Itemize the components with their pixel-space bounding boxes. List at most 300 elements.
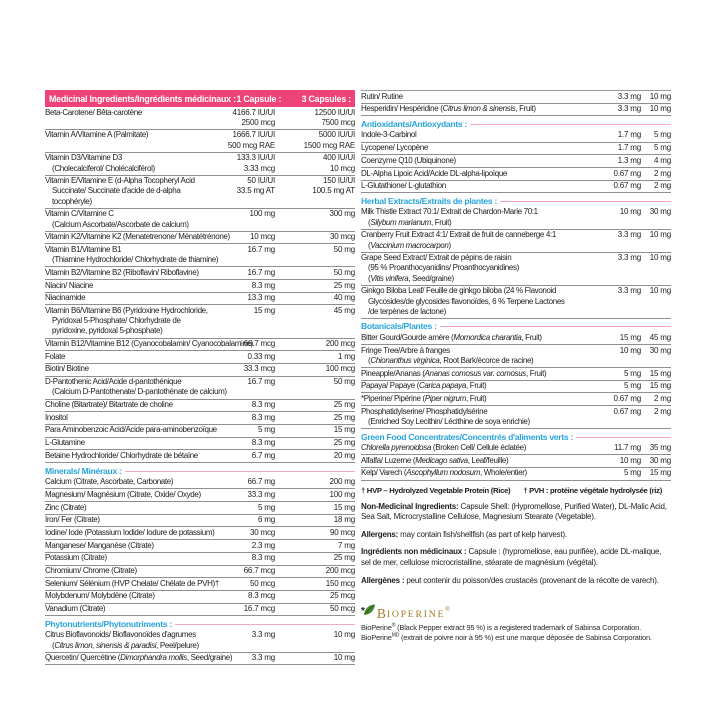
amount-1-capsule bbox=[223, 377, 275, 397]
header-col-3-capsules: 3 Capsules : bbox=[301, 93, 351, 104]
amount-3-capsules bbox=[275, 268, 355, 278]
amount-1-capsule bbox=[223, 579, 275, 589]
ingredient-label-line: Zinc (Citrate) bbox=[45, 502, 87, 512]
amount-1-capsule bbox=[595, 468, 641, 478]
ingredient-label bbox=[45, 377, 227, 397]
ingredient-row bbox=[45, 293, 355, 306]
ingredient-label-line: Vitamin B6/Vitamine B6 (Pyridoxine Hydrochloride, bbox=[45, 305, 208, 315]
amount-line: 1666.7 IU/UI bbox=[232, 130, 275, 140]
amount-line: 0.33 mg bbox=[247, 351, 275, 361]
ingredient-label bbox=[45, 553, 223, 563]
amount-3-capsules bbox=[641, 156, 671, 166]
amount-line: 500 mcg RAE bbox=[227, 140, 275, 150]
amount-1-capsule bbox=[223, 364, 275, 374]
amount-line: 12500 IU/UI bbox=[314, 107, 355, 117]
amount-3-capsules bbox=[275, 281, 355, 291]
amount-line: 10 mg bbox=[619, 455, 641, 465]
section-header bbox=[361, 319, 671, 333]
ingredient-label-line: Vitamin K2/Vitamine K2 (Menatetrenone/ Ménatétrénone) bbox=[45, 232, 230, 242]
ingredient-row bbox=[45, 153, 355, 176]
amount-line: 10 mg bbox=[649, 91, 671, 101]
amount-line: 133.3 IU/UI bbox=[236, 153, 275, 163]
amount-line: 16.7 mg bbox=[247, 377, 275, 387]
ingredient-row bbox=[361, 143, 671, 156]
amount-3-capsules bbox=[641, 333, 671, 343]
ingredient-label-line: (Enriched Soy Lecithin/ Lécithine de soya enrichie) bbox=[368, 416, 530, 426]
ingredient-label-line: Glycosides/de glycosides flavonoïdes, 6 % Terpene Lactones bbox=[368, 296, 565, 306]
ingredient-label bbox=[45, 108, 223, 128]
ingredient-rows-left bbox=[45, 107, 355, 665]
amount-line: 15 mg bbox=[649, 468, 671, 478]
amount-line: 50 mcg bbox=[329, 604, 355, 614]
ingredient-row bbox=[45, 280, 355, 293]
ingredient-row bbox=[45, 553, 355, 566]
amount-1-capsule bbox=[223, 553, 275, 563]
ingredient-label bbox=[361, 346, 595, 366]
amount-1-capsule bbox=[595, 92, 641, 102]
amount-line: 50 mg bbox=[333, 377, 355, 387]
amount-line: 50 mg bbox=[333, 267, 355, 277]
amount-line: 3.3 mg bbox=[251, 653, 275, 663]
amount-3-capsules bbox=[275, 451, 355, 461]
ingredient-label-line: (Calcium D-Pantothenate/ D-pantothénate de calcium) bbox=[52, 387, 227, 397]
amount-line: 1.7 mg bbox=[617, 143, 641, 153]
amount-3-capsules bbox=[275, 490, 355, 500]
ingredient-label bbox=[45, 425, 223, 435]
header-title: Medicinal Ingredients/Ingrédients médicinaux : bbox=[49, 93, 236, 104]
amount-line: 15 mg bbox=[619, 332, 641, 342]
amount-line: 150 IU/UI bbox=[323, 176, 355, 186]
amount-1-capsule bbox=[223, 400, 275, 410]
amount-1-capsule bbox=[595, 286, 641, 317]
amount-line: 33.3 mcg bbox=[243, 364, 275, 374]
amount-line: 50 IU/UI bbox=[247, 176, 275, 186]
ingredient-row bbox=[45, 244, 355, 267]
bioperine-logo bbox=[361, 603, 671, 620]
ingredient-label-line: Ginkgo Biloba Leaf/ Feuille de ginkgo biloba (24 % Flavonoid bbox=[361, 286, 557, 296]
amount-1-capsule bbox=[223, 630, 275, 650]
header-col-1-capsule: 1 Capsule : bbox=[236, 93, 282, 104]
section-title: Green Food Concentrates/Concentrés d'aliments verts : bbox=[361, 431, 574, 442]
amount-1-capsule bbox=[223, 566, 275, 576]
medicinal-ingredients-right-column bbox=[361, 90, 671, 642]
section-underline bbox=[125, 471, 355, 472]
paragraph-lead: Allergens: bbox=[361, 529, 399, 539]
info-paragraph: Non-Medicinal Ingredients: Capsule Shell: (Hypromellose, Purified Water), DL-Malic Acid, Sea Salt, Microcrystalline Cellulose, Magnesium Stearate (Vegetable). bbox=[361, 501, 667, 522]
amount-line: 1500 mcg RAE bbox=[303, 140, 355, 150]
amount-line: 5000 IU/UI bbox=[318, 130, 355, 140]
amount-line: 10 mg bbox=[649, 230, 671, 240]
ingredient-label-line: Selenium/ Sélénium (HVP Chelate/ Chélate de PVH)† bbox=[45, 578, 219, 588]
ingredient-label bbox=[45, 579, 223, 589]
amount-line: 20 mg bbox=[333, 450, 355, 460]
ingredient-label-line: Chlorella pyrenoidosa (Broken Cell/ Cellule éclatée) bbox=[361, 443, 527, 453]
amount-3-capsules bbox=[275, 653, 355, 663]
ingredient-row bbox=[45, 176, 355, 209]
amount-line: 30 mg bbox=[649, 207, 671, 217]
medicinal-ingredients-header-bar bbox=[45, 90, 355, 107]
ingredient-label-line: Grape Seed Extract/ Extrait de pépins de raisin bbox=[361, 253, 512, 263]
ingredient-label-line: /de terpènes de lactone) bbox=[368, 306, 446, 316]
amount-3-capsules bbox=[641, 130, 671, 140]
section-header bbox=[45, 616, 355, 630]
amount-3-capsules bbox=[275, 400, 355, 410]
ingredient-label bbox=[45, 232, 230, 242]
ingredient-label bbox=[361, 443, 595, 453]
amount-line: 16.7 mg bbox=[247, 267, 275, 277]
ingredient-label-line: DL-Alpha Lipoic Acid/Acide DL-alpha-lipoïque bbox=[361, 168, 508, 178]
amount-line: 11.7 mg bbox=[614, 443, 641, 453]
amount-line: 8.3 mcg bbox=[247, 591, 275, 601]
ingredient-row bbox=[45, 209, 355, 232]
amount-3-capsules bbox=[641, 443, 671, 453]
amount-line: 8.3 mg bbox=[251, 438, 275, 448]
amount-3-capsules bbox=[641, 169, 671, 179]
amount-line: 8.3 mg bbox=[251, 553, 275, 563]
registered-trademark-symbol: ® bbox=[445, 607, 450, 614]
amount-1-capsule bbox=[595, 104, 641, 114]
ingredient-label-line: Vitamin D3/Vitamine D3 bbox=[45, 153, 122, 163]
ingredient-row bbox=[45, 130, 355, 153]
amount-3-capsules bbox=[275, 579, 355, 589]
ingredient-label bbox=[361, 181, 595, 191]
amount-3-capsules bbox=[275, 438, 355, 448]
paragraph-lead: Ingrédients non médicinaux : bbox=[361, 547, 467, 557]
ingredient-label-line: Milk Thistle Extract 70:1/ Extrait de Chardon-Marie 70:1 bbox=[361, 207, 538, 217]
ingredient-label-line: Para Aminobenzoic Acid/Acide para-aminobenzoïque bbox=[45, 425, 217, 435]
amount-line: 10 mg bbox=[619, 345, 641, 355]
ingredient-row bbox=[45, 377, 355, 400]
bioperine-trademark-line: BioPerine® (Black Pepper extract 95 %) is a registered trademark of Sabinsa Corporation. bbox=[361, 622, 641, 633]
ingredient-label-line: Pineapple/Ananas (Ananas comosus var. comosus, Fruit) bbox=[361, 368, 547, 378]
amount-3-capsules bbox=[275, 566, 355, 576]
amount-3-capsules bbox=[641, 381, 671, 391]
ingredient-row bbox=[45, 339, 355, 352]
amount-1-capsule bbox=[223, 130, 275, 150]
amount-1-capsule bbox=[595, 156, 641, 166]
ingredient-row bbox=[361, 230, 671, 253]
amount-1-capsule bbox=[595, 143, 641, 153]
amount-line: 2 mg bbox=[654, 393, 671, 403]
ingredient-label bbox=[45, 591, 223, 601]
ingredient-label-line: Inositol bbox=[45, 412, 68, 422]
amount-line: 66.7 mcg bbox=[243, 339, 275, 349]
ingredient-row bbox=[45, 566, 355, 579]
ingredient-row bbox=[45, 364, 355, 377]
ingredient-label bbox=[45, 364, 223, 374]
amount-1-capsule bbox=[223, 438, 275, 448]
amount-3-capsules bbox=[275, 591, 355, 601]
section-title: Herbal Extracts/Extraits de plantes : bbox=[361, 195, 498, 206]
amount-line: 5 mg bbox=[258, 425, 275, 435]
amount-line: 50 mg bbox=[333, 244, 355, 254]
amount-line: 200 mcg bbox=[325, 339, 355, 349]
ingredient-row bbox=[45, 540, 355, 553]
amount-line: 1.7 mg bbox=[617, 130, 641, 140]
amount-line: 100 mg bbox=[249, 209, 275, 219]
amount-3-capsules bbox=[641, 92, 671, 102]
ingredient-label-line: Phosphatidylserine/ Phosphatidylsérine bbox=[361, 406, 488, 416]
amount-line: 200 mg bbox=[329, 477, 355, 487]
amount-line: 3.3 mg bbox=[251, 630, 275, 640]
amount-line: 5 mg bbox=[624, 468, 641, 478]
ingredient-row bbox=[361, 345, 671, 368]
section-header bbox=[361, 116, 671, 130]
amount-3-capsules bbox=[275, 352, 355, 362]
amount-line: 3.3 mg bbox=[617, 104, 641, 114]
amount-line: 3.3 mg bbox=[617, 253, 641, 263]
ingredient-row bbox=[361, 104, 671, 117]
medicinal-ingredients-left-column bbox=[45, 90, 355, 665]
amount-line: 8.3 mg bbox=[251, 400, 275, 410]
ingredient-label-line: pyridoxine, pyridoxal 5-phosphate) bbox=[52, 326, 163, 336]
ingredient-label-line: Quercetin/ Quercétine (Dimorphandra mollis, Seed/graine) bbox=[45, 653, 233, 663]
amount-1-capsule bbox=[223, 176, 275, 207]
ingredient-label-line: Vitamin E/Vitamine E (d-Alpha Tocopheryl Acid bbox=[45, 176, 195, 186]
amount-line: 1.3 mg bbox=[617, 155, 641, 165]
amount-1-capsule bbox=[223, 528, 275, 538]
amount-line: 90 mcg bbox=[329, 527, 355, 537]
ingredient-label-line: Choline (Bitartrate)/ Bitartrate de choline bbox=[45, 400, 173, 410]
amount-1-capsule bbox=[223, 293, 275, 303]
ingredient-label-line: Coenzyme Q10 (Ubiquinone) bbox=[361, 155, 456, 165]
ingredient-label-line: L-Glutamine bbox=[45, 438, 85, 448]
section-underline bbox=[470, 124, 671, 125]
ingredient-label bbox=[361, 143, 595, 153]
ingredient-label-line: (Citrus limon, sinensis & paradisi, Peel/pelure) bbox=[52, 640, 199, 650]
amount-line: 10 mcg bbox=[249, 232, 275, 242]
amount-3-capsules bbox=[275, 176, 355, 207]
amount-3-capsules bbox=[275, 153, 355, 173]
ingredient-label bbox=[361, 230, 595, 250]
section-title: Antioxidants/Antioxydants : bbox=[361, 118, 468, 129]
ingredient-label bbox=[45, 293, 223, 303]
amount-1-capsule bbox=[595, 394, 641, 404]
ingredient-row bbox=[45, 653, 355, 666]
ingredient-row bbox=[45, 578, 355, 591]
section-header bbox=[361, 429, 671, 443]
amount-line: 10 mg bbox=[333, 630, 355, 640]
amount-line: 16.7 mg bbox=[247, 244, 275, 254]
amount-1-capsule bbox=[595, 407, 641, 427]
amount-line: 400 IU/UI bbox=[323, 153, 355, 163]
ingredient-row bbox=[45, 477, 355, 490]
ingredient-label-line: Vitamin B2/Vitamine B2 (Riboflavin/ Riboflavine) bbox=[45, 267, 199, 277]
ingredient-label-line: Biotin/ Biotine bbox=[45, 364, 89, 374]
amount-line: 30 mg bbox=[649, 345, 671, 355]
amount-1-capsule bbox=[595, 333, 641, 343]
amount-3-capsules bbox=[275, 630, 355, 650]
amount-line: 66.7 mcg bbox=[243, 566, 275, 576]
amount-1-capsule bbox=[223, 477, 275, 487]
ingredient-row bbox=[45, 305, 355, 338]
amount-line: 2500 mcg bbox=[241, 117, 275, 127]
amount-line: 0.67 mg bbox=[613, 393, 641, 403]
ingredient-label bbox=[361, 156, 595, 166]
amount-line: 33.3 mg bbox=[247, 489, 275, 499]
ingredient-label bbox=[361, 456, 595, 466]
amount-line: 18 mg bbox=[333, 515, 355, 525]
ingredient-row bbox=[361, 381, 671, 394]
amount-line: 25 mcg bbox=[329, 591, 355, 601]
amount-3-capsules bbox=[275, 413, 355, 423]
amount-line: 40 mg bbox=[333, 293, 355, 303]
info-paragraph: Allergens: may contain fish/shellfish (as part of kelp harvest). bbox=[361, 529, 567, 539]
ingredient-label bbox=[45, 528, 223, 538]
info-paragraph: Allergènes : peut contenir du poisson/des crustacés (provenant de la récolte de varech). bbox=[361, 575, 659, 585]
amount-3-capsules bbox=[275, 425, 355, 435]
amount-line: 25 mg bbox=[333, 280, 355, 290]
ingredient-label-line: (Thiamine Hydrochloride/ Chlorhydrate de thiamine) bbox=[52, 255, 219, 265]
amount-line: 2 mg bbox=[654, 406, 671, 416]
amount-line: 3.33 mcg bbox=[243, 163, 275, 173]
amount-3-capsules bbox=[641, 394, 671, 404]
ingredient-label-line: (Cholecalciferol/ Cholécalciférol) bbox=[52, 163, 155, 173]
ingredient-row bbox=[45, 425, 355, 438]
ingredient-label-line: (Vitis vinifera, Seed/graine) bbox=[368, 273, 454, 283]
ingredient-label bbox=[45, 503, 223, 513]
amount-1-capsule bbox=[223, 503, 275, 513]
amount-1-capsule bbox=[223, 245, 275, 265]
amount-1-capsule bbox=[223, 268, 275, 278]
amount-line: 10 mg bbox=[649, 286, 671, 296]
ingredient-label bbox=[45, 438, 223, 448]
ingredient-label bbox=[45, 339, 253, 349]
ingredient-label-line: Alfalfa/ Luzerne (Medicago sativa, Leaf/feuille) bbox=[361, 455, 509, 465]
amount-1-capsule bbox=[223, 413, 275, 423]
info-paragraph: Ingrédients non médicinaux : Capsule : (hypromellose, eau purifiée), acide DL-malique, sel de mer, cellulose microcristalline, stéarate de magnésium (végétal). bbox=[361, 547, 662, 568]
bioperine-trademark-lines bbox=[361, 623, 671, 642]
amount-3-capsules bbox=[275, 553, 355, 563]
ingredient-label-line: Betaine Hydrochloride/ Chlorhydrate de bétaïne bbox=[45, 450, 198, 460]
amount-line: 15 mg bbox=[649, 368, 671, 378]
amount-line: 15 mg bbox=[253, 305, 275, 315]
amount-1-capsule bbox=[223, 591, 275, 601]
ingredient-label bbox=[45, 515, 223, 525]
ingredient-label bbox=[45, 306, 223, 337]
ingredient-row bbox=[361, 155, 671, 168]
ingredient-row bbox=[361, 91, 671, 104]
amount-line: 33.5 mg AT bbox=[236, 186, 275, 196]
ingredient-label-line: Bitter Gourd/Gourde amère (Momordica charantia, Fruit) bbox=[361, 332, 542, 342]
amount-1-capsule bbox=[223, 515, 275, 525]
amount-line: 200 mcg bbox=[325, 566, 355, 576]
ingredient-row bbox=[45, 502, 355, 515]
amount-3-capsules bbox=[275, 209, 355, 229]
ingredient-row bbox=[45, 604, 355, 617]
amount-3-capsules bbox=[275, 108, 355, 128]
amount-3-capsules bbox=[275, 541, 355, 551]
ingredient-row bbox=[361, 286, 671, 319]
ingredient-label bbox=[361, 130, 595, 140]
amount-line: 16.7 mcg bbox=[243, 604, 275, 614]
amount-1-capsule bbox=[595, 207, 641, 227]
ingredient-label-line: Pyridoxal 5-Phosphate/ Chlorhydrate de bbox=[52, 316, 181, 326]
ingredient-label bbox=[361, 253, 595, 284]
asterisk-mark: * bbox=[361, 606, 365, 618]
ingredient-label-line: tocophéryle) bbox=[52, 196, 92, 206]
ingredient-label-line: Succinate/ Succinate d'acide de d-alpha bbox=[52, 186, 181, 196]
ingredient-label-line: Rutin/ Rutine bbox=[361, 91, 403, 101]
amount-line: 100 mg bbox=[329, 489, 355, 499]
amount-3-capsules bbox=[275, 339, 355, 349]
amount-line: 3.3 mg bbox=[617, 230, 641, 240]
amount-line: 10 mcg bbox=[329, 163, 355, 173]
hvp-footnote-fr: † PVH : protéine végétale hydrolysée (riz) bbox=[523, 485, 662, 495]
amount-1-capsule bbox=[223, 425, 275, 435]
non-medicinal-paragraphs bbox=[361, 502, 671, 587]
amount-line: 300 mg bbox=[329, 209, 355, 219]
ingredient-label bbox=[361, 407, 595, 427]
ingredient-label bbox=[361, 104, 595, 114]
ingredient-label bbox=[361, 369, 595, 379]
ingredient-label-line: Manganese/ Manganèse (Citrate) bbox=[45, 540, 154, 550]
amount-3-capsules bbox=[275, 604, 355, 614]
amount-3-capsules bbox=[641, 181, 671, 191]
bioperine-wordmark: IOPERINE bbox=[386, 608, 446, 620]
ingredient-label-line: Kelp/ Varech (Ascophyllum nodosum, Whole/entier) bbox=[361, 468, 527, 478]
ingredient-label bbox=[45, 176, 223, 207]
ingredient-row bbox=[361, 253, 671, 286]
ingredient-label-line: *Piperine/ Pipérine (Piper nigrum, Fruit) bbox=[361, 393, 487, 403]
ingredient-label bbox=[45, 541, 223, 551]
amount-1-capsule bbox=[595, 253, 641, 284]
ingredient-label-line: (Calcium Ascorbate/Ascorbate de calcium) bbox=[52, 219, 189, 229]
ingredient-label bbox=[361, 333, 595, 343]
ingredient-label bbox=[361, 207, 595, 227]
amount-3-capsules bbox=[275, 528, 355, 538]
ingredient-label bbox=[361, 394, 595, 404]
amount-line: 6.7 mg bbox=[251, 450, 275, 460]
bioperine-wordmark-initial: B bbox=[376, 605, 387, 621]
amount-1-capsule bbox=[595, 169, 641, 179]
ingredient-label bbox=[361, 286, 595, 317]
ingredient-label bbox=[45, 209, 223, 229]
amount-line: 30 mcg bbox=[249, 527, 275, 537]
amount-1-capsule bbox=[223, 153, 275, 173]
amount-3-capsules bbox=[641, 143, 671, 153]
amount-line: 3.3 mg bbox=[617, 91, 641, 101]
ingredient-row bbox=[361, 181, 671, 194]
ingredient-label bbox=[45, 630, 223, 650]
ingredient-row bbox=[45, 107, 355, 130]
amount-line: 7 mg bbox=[338, 540, 355, 550]
amount-3-capsules bbox=[275, 364, 355, 374]
ingredient-label-line: Vitamin A/Vitamine A (Palmitate) bbox=[45, 130, 149, 140]
amount-line: 30 mcg bbox=[329, 232, 355, 242]
ingredient-label-line: Iron/ Fer (Citrate) bbox=[45, 515, 100, 525]
ingredient-label bbox=[45, 245, 223, 265]
ingredient-label-line: (95 % Proanthocyanidins/ Proanthocyanidines) bbox=[368, 263, 519, 273]
amount-line: 10 mg bbox=[649, 253, 671, 263]
amount-line: 15 mg bbox=[333, 425, 355, 435]
ingredient-label bbox=[45, 153, 223, 173]
ingredient-label bbox=[45, 604, 223, 614]
ingredient-label bbox=[45, 653, 233, 663]
amount-line: 1 mg bbox=[338, 351, 355, 361]
ingredient-label-line: L-Glutathione/ L-glutathion bbox=[361, 181, 446, 191]
ingredient-label-line: Iodine/ Iode (Potassium Iodide/ Iodure de potassium) bbox=[45, 527, 215, 537]
amount-line: 10 mg bbox=[649, 104, 671, 114]
ingredient-label-line: Cranberry Fruit Extract 4:1/ Extrait de fruit de canneberge 4:1 bbox=[361, 230, 556, 240]
amount-line: 4166.7 IU/UI bbox=[232, 107, 275, 117]
amount-line: 35 mg bbox=[649, 443, 671, 453]
ingredient-label-line: Beta-Carotene/ Bêta-carotène bbox=[45, 107, 142, 117]
amount-line: 0.67 mg bbox=[613, 168, 641, 178]
amount-line: 0.67 mg bbox=[613, 181, 641, 191]
amount-line: 8.3 mg bbox=[251, 412, 275, 422]
ingredient-row bbox=[45, 591, 355, 604]
